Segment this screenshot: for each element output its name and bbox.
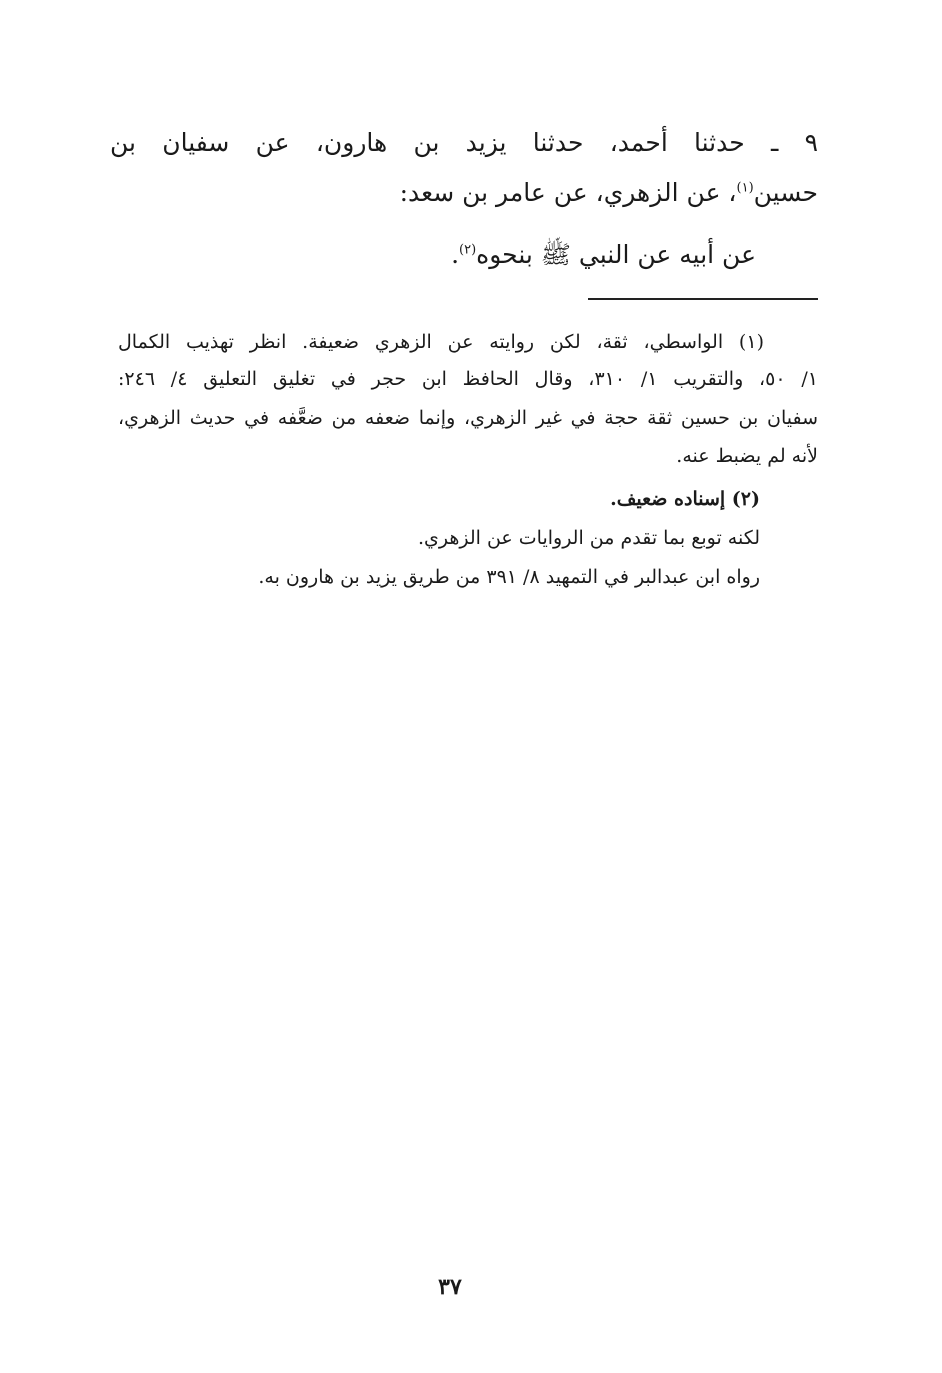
footnote-2-line-2: لكنه توبع بما تقدم من الروايات عن الزهري.: [417, 527, 760, 549]
main-line-1-text: ٩ ـ حدثنا أحمد، حدثنا يزيد بن هارون، عن سفيان بن: [110, 128, 818, 157]
main-line-1: [110, 130, 818, 155]
page-number: ٣٧: [438, 1274, 462, 1300]
footnote-1-line-4: لأنه لم يضبط عنه.: [676, 445, 818, 467]
footnote-ref-1[interactable]: (١): [736, 180, 754, 196]
main-line-3-start: عن أبيه عن النبي ﷺ بنحوه: [476, 240, 756, 269]
main-text-block: [110, 130, 818, 280]
footnote-1-line-1: (١) الواسطي، ثقة، لكن روايته عن الزهري ضعيفة. انظر تهذيب الكمال: [118, 331, 764, 353]
main-line-2: [400, 180, 818, 205]
footnote-1-line-3: سفيان بن حسين ثقة حجة في غير الزهري، وإنما ضعفه من ضعَّفه في حديث الزهري،: [118, 407, 818, 429]
main-line-2-rest: ، عن الزهري، عن عامر بن سعد:: [399, 178, 737, 207]
footnote-ref-2[interactable]: (٢): [459, 242, 477, 258]
footnote-2-line-3: رواه ابن عبدالبر في التمهيد ٨/ ٣٩١ من طريق يزيد بن هارون به.: [258, 566, 760, 588]
main-line-3-end: .: [451, 240, 460, 269]
footnote-1-line-2: ١/ ٥٠، والتقريب ١/ ٣١٠، وقال الحافظ ابن حجر في تغليق التعليق ٤/ ٢٤٦:: [118, 368, 818, 390]
footnote-divider: [588, 298, 818, 300]
main-line-2-start: حسين: [753, 178, 818, 207]
footnote-2-line-1: (٢) إسناده ضعيف.: [610, 488, 760, 510]
main-line-3: [451, 242, 756, 267]
